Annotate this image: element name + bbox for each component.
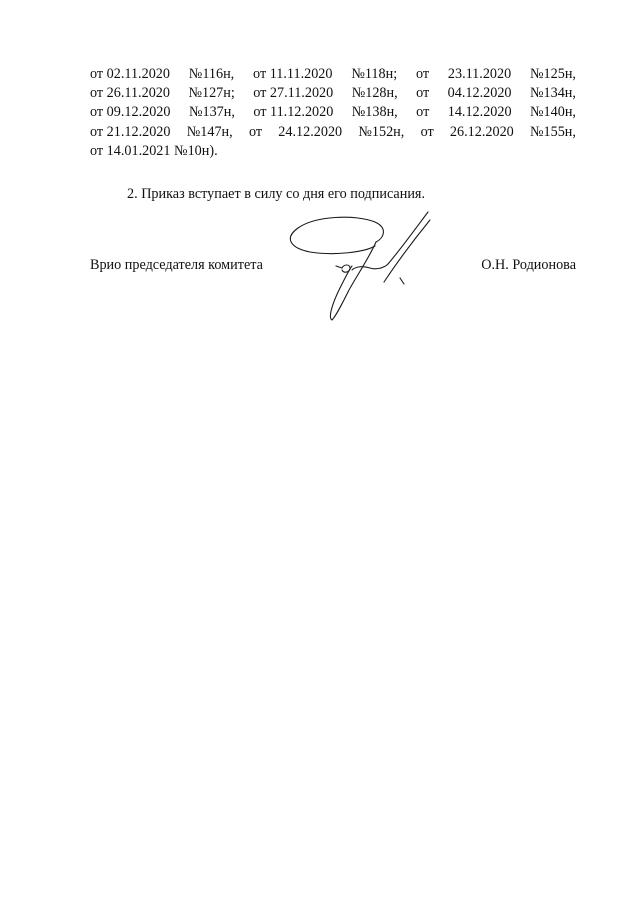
text-segment: №125н, [530,66,576,82]
text-segment: от 11.11.2020 [253,66,333,82]
text-segment: №138н, [351,104,398,121]
text-segment: №118н; [351,66,398,82]
text-segment: от 11.12.2020 [253,104,334,121]
text-segment: №147н, [186,123,233,140]
text-segment: 23.11.2020 [447,66,512,82]
signatory-name: О.Н. Родионова [481,257,576,273]
orders-list-paragraph [90,65,576,161]
text-segment: от [415,66,430,82]
paragraph-line-4 [90,123,576,142]
text-segment: от [416,104,430,121]
paragraph-line-1 [90,65,576,84]
text-segment: 24.12.2020 [278,123,343,140]
text-segment: №116н, [188,66,235,82]
text-segment: от [416,85,430,102]
text-segment: от 09.12.2020 [90,104,171,121]
paragraph-line-3 [90,103,576,122]
text-segment: от 21.12.2020 [90,123,171,140]
paragraph-line-2 [90,84,576,103]
text-segment: №127н; [188,85,235,102]
text-segment: от 26.11.2020 [90,85,170,102]
text-segment: №134н, [529,85,576,102]
text-segment: №137н, [188,104,235,121]
text-segment: от 02.11.2020 [90,66,170,82]
paragraph-line-5 [90,142,576,161]
text-segment: №152н, [358,123,405,140]
signatory-title: Врио председателя комитета [90,257,263,273]
handwritten-signature [280,208,440,323]
text-segment: от 27.11.2020 [253,85,334,102]
text-segment: от 14.01.2021 №10н). [90,142,218,159]
text-segment: от [420,123,434,140]
text-segment: №140н, [530,104,576,121]
text-segment: от [248,123,263,140]
text-segment: 26.12.2020 [449,123,514,140]
text-segment: №128н, [351,85,398,102]
text-segment: 14.12.2020 [447,104,512,121]
text-segment: 04.12.2020 [447,85,512,102]
text-segment: №155н, [529,123,576,140]
clause-2: 2. Приказ вступает в силу со дня его подписания. [127,186,425,202]
